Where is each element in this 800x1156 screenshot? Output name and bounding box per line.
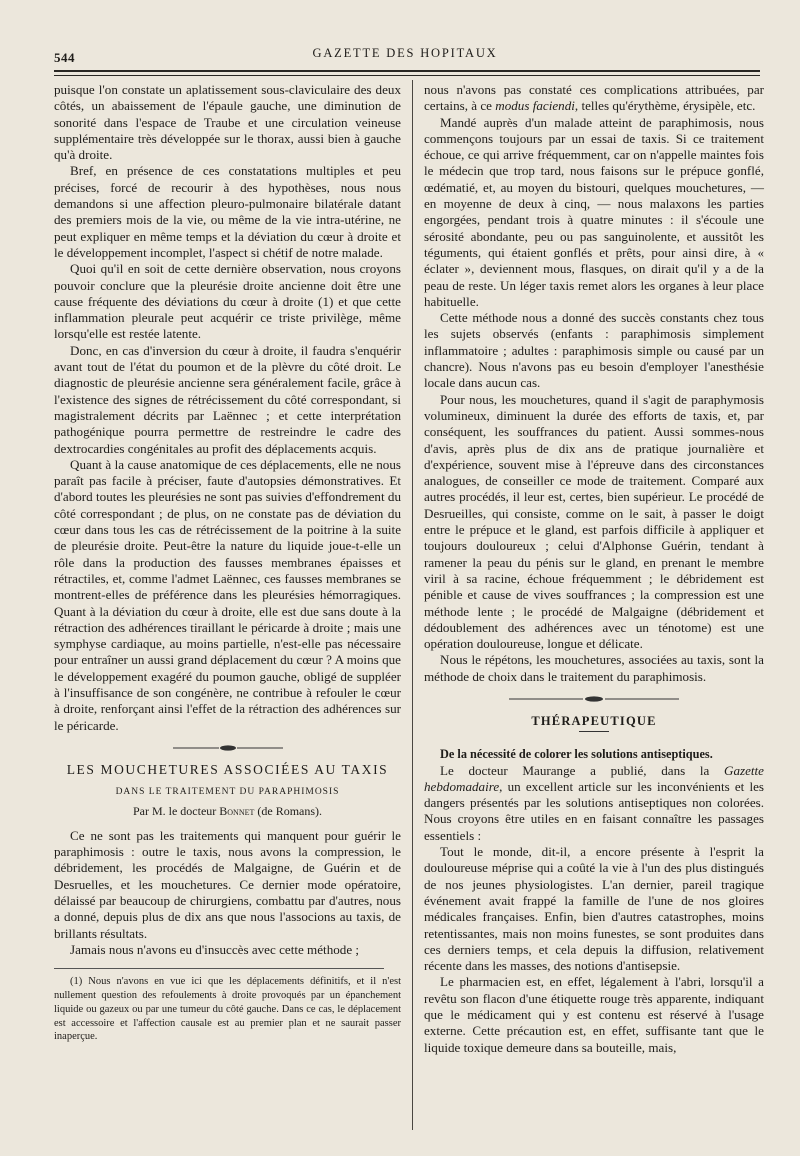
paragraph: puisque l'on constate un aplatissement sous-claviculaire des deux côtés, un abaissement de l'épaule gauche, une diminution de sonorité dans l'espace de Traube et une circulation veineuse supplémentaire très développée sur le thorax, aussi bien à gauche qu'à droite. xyxy=(54,82,401,163)
journal-title: GAZETTE DES HOPITAUX xyxy=(312,46,498,60)
article-title: De la nécessité de colorer les solutions antiseptiques. xyxy=(440,747,713,762)
article-subtitle: DANS LE TRAITEMENT DU PARAPHIMOSIS xyxy=(115,787,340,798)
section-heading: THÉRAPEUTIQUE xyxy=(531,713,657,728)
text-run: , telles qu'érythème, érysipèle, etc. xyxy=(574,98,756,114)
text-run: nous n'avons pas constaté ces complications attribuées, par certains, à ce xyxy=(424,82,764,114)
italic-term: Gazette hebdomadaire xyxy=(424,762,764,794)
byline-suffix: (de Romans). xyxy=(257,804,323,819)
header-rule-thin xyxy=(54,75,760,76)
section-rule xyxy=(579,731,609,732)
paragraph: Quoi qu'il en soit de cette dernière observation, nous croyons pouvoir conclure que la pleurésie droite ancienne doit être une cause fréquente des déviations du cœur à droite (1) et que cette inflammation pleurale peut acquérir ce triste privilège, même lorsqu'elle est restée latente. xyxy=(54,261,401,342)
paragraph: Mandé auprès d'un malade atteint de paraphimosis, nous commençons toujours par un essai de taxis. Si ce traitement échoue, ce qui arrive fréquemment, car on n'appelle maintes fois le médecin que trop tard, nous faisons sur le prépuce gonflé, œdématié, et, au moyen du bistouri, quelques mouchetures, — en moyenne de deux à cinq, — nous malaxons les parties engorgées, pendant trois à quatre minutes : il s'écoule une sérosité abondante, peu ou pas sanguinolente, et aussitôt les téguments, qui étaient gonflés et prêts, pour ainsi dire, à « éclater », deviennent mous, flasques, on dirait qu'il y a de la peau de reste. Un léger taxis remet alors les organes à leur place habituelle. xyxy=(424,114,764,309)
paragraph: Cette méthode nous a donné des succès constants chez tous les sujets observés (enfants : paraphimosis simplement inflammatoire ; adultes : paraphimosis simple ou causé par un chancre). Nous n'avons pas eu besoin d'employer l'anesthésie locale dans aucun cas. xyxy=(424,310,764,391)
page-header xyxy=(54,44,756,64)
footnote: (1) Nous n'avons en vue ici que les déplacements définitifs, et il n'est nullement question des refoulements à droite provoqués par un épanchement liquide ou gazeux ou par une tumeur du côté gauche. Dans ce cas, le déplacement est accessoire et l'affection causale est au premier plan et ne saurait passer inaperçue. xyxy=(54,976,401,1043)
paragraph: Pour nous, les mouchetures, quand il s'agit de paraphymosis volumineux, diminuent la durée des efforts de taxis, et, par conséquent, les souffrances du patient. Aussi sommes-nous d'avis, après plus de dix ans de pratique journalière et d'expérience, souvent mise à l'épreuve dans des circonstances analogues, de conseiller ce mode de traitement. Comparé aux autres procédés, il leur est, certes, bien supérieur. Le procédé de Desrueilles, qui consiste, comme on le sait, à passer le doigt entre le prépuce et le gland, est parfois difficile à appliquer et toujours douloureux ; celui d'Alphonse Guérin, tendant à ramener la peau du pénis sur le gland, en prenant le membre viril à sa racine, échoue fréquemment ; le débridement est pénible et cause de vives souffrances ; la compression est une méthode lente ; le procédé de Malgaigne (débridement et dédoublement des adhérences avec un ténotome) est une opération douloureuse, longue et délicate. xyxy=(424,391,764,652)
header-rule-thick xyxy=(54,70,760,72)
ornament-divider-icon xyxy=(509,695,679,703)
footnote-rule xyxy=(54,968,384,969)
page-number: 544 xyxy=(54,50,75,65)
paragraph: Bref, en présence de ces constatations multiples et peu précises, forcé de recourir à des hypothèses, nous nous demandons si une affection pleuro-pulmonaire bilatérale datant des premiers mois de la vie, ou même de la vie intra-utérine, ne peut expliquer en même temps et la déviation du cœur à droite et le développement incomplet, l'aspect si chétif de notre malade. xyxy=(54,163,401,260)
paragraph: Jamais nous n'avons eu d'insuccès avec cette méthode ; xyxy=(70,941,360,957)
article-title: LES MOUCHETURES ASSOCIÉES AU TAXIS xyxy=(66,761,389,777)
text-run: Le docteur Maurange a publié, dans la xyxy=(440,762,710,778)
paragraph: Tout le monde, dit-il, a encore présente à l'esprit la douloureuse méprise qui a coûté la vie à l'un des plus distingués de nos jeunes physiologistes. L'an dernier, pareil tragique événement avait frappé la famille de l'une de nos gloires médicales françaises. Enfin, bien d'autres catastrophes, moins retentissantes, mais non moins funestes, se sont produites dans ces derniers temps, et cela depuis la diffusion, relativement récente dans les masses, des notions d'antisepsie. xyxy=(424,844,764,974)
byline-prefix: Par M. le docteur xyxy=(132,804,217,819)
article-byline xyxy=(54,803,401,819)
paragraph: Ce ne sont pas les traitements qui manquent pour guérir le paraphimosis : outre le taxis, nous avons la compression, le débridement, les procédés de Malgaigne, de Guérin et de Desruelles, et les mouchetures. Ce dernier mode opératoire, délaissé par beaucoup de chirurgiens, combattu par d'autres, nous a donné, depuis plus de dix ans que nous l'associons au taxis, de brillants résultats. xyxy=(54,827,401,941)
ornament-divider-icon xyxy=(173,744,283,752)
paragraph: Donc, en cas d'inversion du cœur à droite, il faudra s'enquérir avant tout de l'état du poumon et de la plèvre du côté droit. Le diagnostic de pleurésie ancienne sera généralement facile, grâce à l'existence des signes de rétrécissement du côté correspondant, si magistralement décrits par Laënnec ; et cette interprétation pathogénique pourra permettre de restreindre le cadre des dextrocardies congénitales au profit des déplacements acquis. xyxy=(54,342,401,456)
text-run: , un excellent article sur les inconvénients et les dangers présentés par les solutions antiseptiques non colorées. Nous croyons être utiles en en faisant connaître les passages essentiels : xyxy=(424,778,764,843)
paragraph: Quant à la cause anatomique de ces déplacements, elle ne nous paraît pas facile à préciser, faute d'autopsies démonstratives. Et d'abord toutes les pleurésies ne sont pas suivies d'effondrement du côté correspondant ; de plus, on ne constate pas de déviation du cœur dans tous les cas de rétrécissement de la poitrine à la suite de pleurésie droite. Peut-être la nature du liquide joue-t-elle un rôle dans la production des fausses membranes épaisses et rétractiles, et, comme l'admet Laënnec, ces fausses membranes se montrent-elles de préférence dans les pleurésies hémorragiques. Quant à la déviation du cœur à droite, elle est due sans doute à la rétraction des adhérences tiraillant le péricarde à droite ; mais une symphyse cardiaque, au moins partielle, n'est-elle pas nécessaire pour entraîner un aussi grand déplacement du cœur ? A moins que le développement exagéré du poumon gauche, obligé de suppléer à l'insuffisance de son congénère, ne contribue à refouler le cœur à droite, renforçant ainsi l'effet de la rétraction des adhérences sur le péricarde. xyxy=(54,456,401,733)
paragraph: Le pharmacien est, en effet, légalement à l'abri, lorsqu'il a revêtu son flacon d'une étiquette rouge très apparente, indiquant que le médicament qui y est contenu est réservé à l'usage externe. Cette précaution est, en effet, suffisante tant que le liquide toxique demeure dans sa bouteille, mais, xyxy=(424,974,764,1055)
italic-term: modus faciendi xyxy=(495,98,575,114)
column-divider xyxy=(412,80,413,1130)
left-column xyxy=(54,82,401,1044)
paragraph xyxy=(424,763,764,844)
author-name: Bonnet xyxy=(219,804,255,819)
right-column xyxy=(424,82,764,1056)
paragraph: Nous le répétons, les mouchetures, associées au taxis, sont la méthode de choix dans le traitement du paraphimosis. xyxy=(424,652,764,684)
paragraph xyxy=(424,82,764,115)
